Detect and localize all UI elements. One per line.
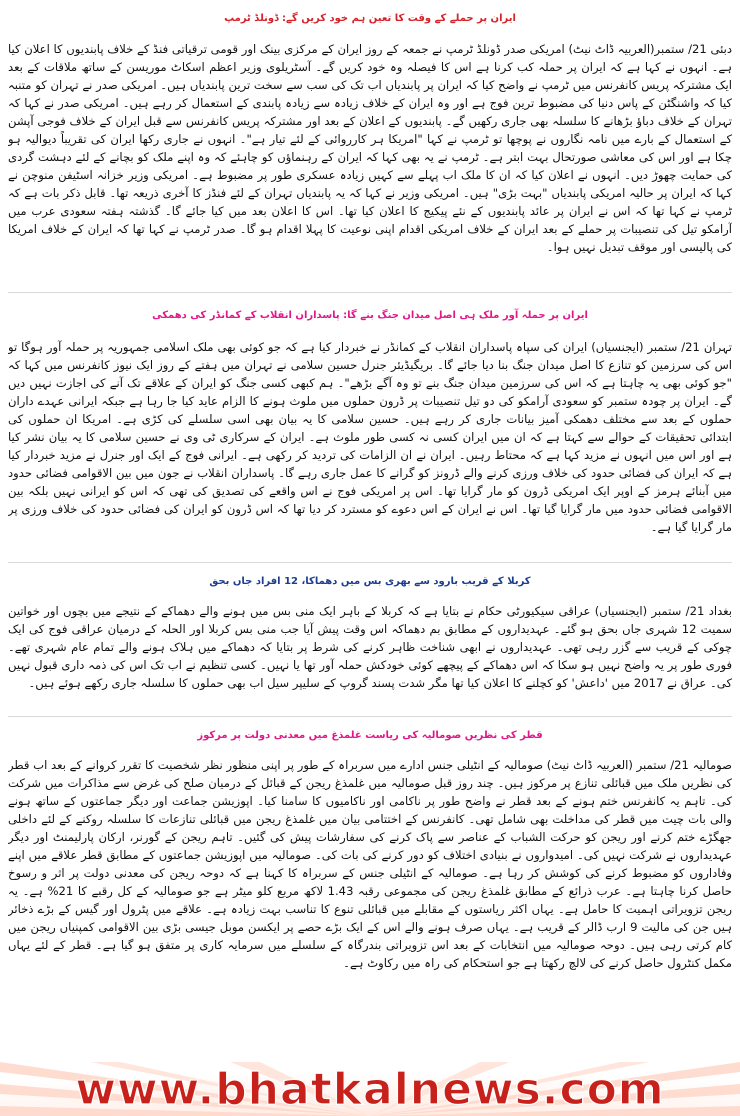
banner-graphic bbox=[0, 1062, 740, 1116]
divider bbox=[8, 562, 732, 563]
article-paragraph: دبئی 21/ ستمبر(العربیہ ڈاٹ نیٹ) امریکی صدر ڈونلڈ ٹرمپ نے جمعہ کے روز ایران کے مرکزی بینک اور قومی ترقیاتی فنڈ کے خلاف پابندیوں کا اعلان کیا ہے۔ انہوں نے کہا ہے کہ ایران پر حملہ کب کرنا ہے اس کا فیصلہ وہ خود کریں گے۔ آسٹریلوی وزیر اعظم اسکاٹ موریسن کے ساتھ ملاقات کے بعد ایک مشترکہ پریس کانفرنس میں ٹرمپ نے واضح کیا کہ ایران پر پابندیاں اب تک کی سب سے سخت ترین پابندیاں ہیں۔ امریکی صدر نے تہران کو متنبہ کیا کہ واشنگٹن کے پاس دنیا کی مضبوط ترین فوج ہے اور وہ ایران کے خلاف زیادہ سے زیادہ پابندی کے استعمال کر رہے ہیں۔ امریکی صدر نے کہا کہ تہران کے خلاف دباؤ بڑھانے کا سلسلہ بھی جاری رکھیں گے۔ پابندیوں کے اعلان کے بعد اور مشترکہ پریس کانفرنس سے قبل ایران کے خلاف فوجی آپشن کے استعمال کے بارے میں نامہ نگاروں نے پوچھا تو ٹرمپ نے کہا "امریکا ہر کارروائی کے لئے تیار ہے"۔ انہوں نے جاری رکھا ایران کی تقریباً دیوالیہ ہو چکا ہے اور اس کی معاشی صورتحال بہت ابتر ہے۔ ٹرمپ نے یہ بھی کہا کہ ایران کے رہنماؤں کو چاہئے کہ وہ اپنے ملک کو بچانے کے لئے دہشت گردی کی حمایت چھوڑ دیں۔ انہوں نے اعلان کیا کہ ان کا ملک اب پہلے سے کہیں زیادہ عسکری طور پر مضبوط ہے۔ امریکی وزیر خزانہ اسٹیفن منوچن نے کہا کہ ایران پر حالیہ امریکی پابندیاں "بہت بڑی" ہیں۔ امریکی وزیر نے کہا کہ یہ پابندیاں تہران کے لئے فنڈز کا آخری ذریعہ تھا۔ قابل ذکر بات ہے کہ ٹرمپ نے کہا تھا کہ اس نے ایران پر عائد پابندیوں کے نئے پیکیج کا اعلان کیا تھا۔ اس کا اعلان بعد میں کیا جائے گا۔ گذشتہ ہفتہ سعودی عرب میں آرامکو تیل کی تنصیبات پر حملے کے بعد ایران کے خلاف امریکی اقدام اپنی نوعیت کا پہلا اقدام ہو گا۔ صدر ٹرمپ نے کہا تھا کہ ایران کے خلاف امریکا کی پالیسی اور موقف تبدیل نہیں ہوا۔ bbox=[8, 42, 732, 254]
headline-qatar-somalia: قطر کی نظریں صومالیہ کی ریاست غلمذغ میں معدنی دولت پر مرکوز bbox=[197, 730, 543, 741]
article-paragraph: تہران 21/ ستمبر (ایجنسیاں) ایران کی سپاہ پاسداران انقلاب کے کمانڈر نے خبردار کیا ہے کہ جو کوئی بھی ملک اسلامی جمہوریہ پر حملہ آور ہوگا تو اس کی سرزمین کو تنازع کا اصل میدان جنگ بنا دیا جائے گا۔ بریگیڈیئر جنرل حسین سلامی نے تہران میں ہفتے کے روز ایک نیوز کانفرنس میں کہا کہ "جو کوئی بھی یہ چاہتا ہے کہ اس کی سرزمین میدان جنگ بنے تو وہ آگے بڑھے"۔ ہم کبھی کسی جنگ کو ایران کے علاقے تک آنے کی اجازت نہیں دیں گے۔ ایران پر چودہ ستمبر کو سعودی آرامکو کی دو تیل تنصیبات پر ڈرون حملوں میں ملوث ہونے کا الزام عاید کیا جا رہا ہے جبکہ ایرانی عہدے داران حملوں کے بعد سے مختلف دھمکی آمیز بیانات جاری کر رہے ہیں۔ حسین سلامی کا یہ بیان بھی اسی سلسلے کی کڑی ہے۔ امریکا ان حملوں کی ابتدائی تحقیقات کے حوالے سے کہتا ہے کہ ان میں ایران کسی نہ کسی طور ملوث ہے۔ ایران کے سرکاری ٹی وی نے حسین سلامی کا یہ بیان نشر کیا ہے اور اس میں انہوں نے مزید کہا ہے کہ محتاط رہیں۔ ایران نے ان الزامات کی تردید کر رکھی ہے۔ ایرانی فوج کے ایک اور جنرل نے مزید خبردار کیا ہے کہ ایران کی فضائی حدود کی خلاف ورزی کرنے والے ڈرونز کو گرانے کا عمل جاری رہے گا۔ پاسداران انقلاب نے جون میں بین الاقوامی فضائی حدود میں آبنائے ہرمز کے اوپر ایک امریکی ڈرون کو مار گرایا تھا۔ اس پر امریکی فوج نے اس واقعے کی تصدیق کی تھی کہ اس کو ایرانی نہیں بلکہ بین الاقوامی فضائی حدود میں مار گرایا گیا تھا۔ اس نے ایران کے اس دعوے کو مسترد کر دیا تھا کہ اس ڈرون کو ایران کی فضائی حدود کی خلاف ورزی پر مار گرایا گیا ہے۔ bbox=[8, 340, 732, 534]
website-banner bbox=[0, 1062, 740, 1116]
headline-trump-iran: ایران پر حملے کے وقت کا تعین ہم خود کریں گے: ڈونلڈ ٹرمپ bbox=[224, 13, 516, 24]
article-qatar-somalia-body bbox=[8, 756, 732, 1062]
article-paragraph: بغداد 21/ ستمبر (ایجنسیاں) عراقی سیکیورٹی حکام نے بتایا ہے کہ کربلا کے باہر ایک منی بس میں ہونے والے دھماکے کے نتیجے میں بچوں اور خواتین سمیت 12 شہری جاں بحق ہو گئے۔ عہدیداروں کے مطابق بم دھماکہ اس وقت پیش آیا جب منی بس کربلا اور الحلہ کے درمیان عراقی فوج کی ایک چوکی کے قریب سے گزر رہی تھی۔ عہدیداروں نے ابھی شناخت ظاہر کرنے کی شرط پر بتایا کہ دھماکے میں ہلاک ہونے والے تمام عام شہری تھے۔ فوری طور پر یہ واضح نہیں ہو سکا کہ اس دھماکے کے پیچھے کوئی خودکش حملہ آور تھا یا نہیں۔ کسی تنظیم نے اب تک اس کی ذمہ داری قبول نہیں کی۔ عراق نے 2017 میں 'داعش' کو کچلنے کا اعلان کیا تھا مگر شدت پسند گروپ کے سلیپر سیل اب بھی حملوں کا سلسلہ جاری رکھے ہوئے ہیں۔ bbox=[8, 604, 732, 690]
article-trump-iran-body bbox=[8, 40, 732, 286]
headline-irgc-warning: ایران پر حملہ آور ملک ہی اصل میدان جنگ بنے گا: پاسداران انقلاب کے کمانڈر کی دھمکی bbox=[152, 310, 588, 321]
website-url: www.bhatkalnews.com bbox=[75, 1064, 665, 1115]
article-irgc-warning-body bbox=[8, 338, 732, 556]
article-karbala-blast-body bbox=[8, 602, 732, 710]
divider bbox=[8, 292, 732, 293]
headline-karbala-blast: کربلا کے قریب بارود سے بھری بس میں دھماکا، 12 افراد جاں بحق bbox=[209, 576, 531, 587]
article-paragraph: صومالیہ 21/ ستمبر (العربیہ ڈاٹ نیٹ) صومالیہ کے انٹیلی جنس ادارے میں سربراہ کے طور پر اپنی منظور نظر شخصیت کا تقرر کروانے کے بعد اب قطر کی نظریں ملک میں قبائلی تنازع پر مرکوز ہیں۔ چند روز قبل صومالیہ میں غلمذغ ریجن کے قبائل کے درمیان صلح کی غرض سے مذاکرات میں شرکت کی۔ تاہم یہ کانفرنس ختم ہونے کے بعد قطر نے واضح طور پر ناکامی اور ناکامیوں کا سامنا کیا۔ اپوزیشن جماعت اور دیگر جماعتوں کے ساتھ ہونے والی بات چیت میں قطر کی مداخلت بھی شامل تھی۔ کانفرنس کے اختتامی بیان میں غلمذغ ریجن میں قبائلی تنازعات کا سلسلہ روکنے کے لئے داخلی جھگڑے ختم کرنے اور ریجن کو حرکت الشباب کے عناصر سے پاک کرنے کی سفارشات پیش کی گئیں۔ تاہم ریجن کے گورنر، ارکان پارلیمنٹ اور دیگر عہدیداروں نے شرکت نہیں کی۔ امیدواروں نے بنیادی اختلاف کو دور کرنے کی بات کی۔ صومالیہ میں اپوزیشن جماعتوں کے مطابق قطر علاقے میں اپنے وفاداروں کو مضبوط کرنے کی کوشش کر رہا ہے۔ صومالیہ کے انٹیلی جنس کے سربراہ کا کہنا ہے کہ دوحہ ریجن کی معدنی دولت پر اثر و رسوخ حاصل کرنا چاہتا ہے۔ عرب ذرائع کے مطابق غلمذغ ریجن کی مجموعی رقبہ 1.43 لاکھ مربع کلو میٹر ہے جو صومالیہ کے کل رقبے کا 21% ہے۔ یہ ریجن تزویراتی اہمیت کا حامل ہے۔ یہاں اکثر ریاستوں کے مقابلے میں قبائلی تنوع کا تناسب بہت زیادہ ہے۔ علاقے میں پٹرول اور گیس کے بڑے ذخائر ہیں جن کی مالیت 9 ارب ڈالر کے قریب ہے۔ یہاں صرف ہونے والے اس کے ایک بڑے حصے پر ایکسن موبل جیسی بڑی بین الاقوامی کمپنیاں ریجن میں کام کرتی رہی ہیں۔ دوحہ صومالیہ میں انتخابات کے بعد اس تزویراتی بندرگاہ کے سلسلے میں سرمایہ کاری پر متفق ہو گیا ہے۔ قطر کے لئے یہاں مکمل کنٹرول حاصل کرنے کی لالچ رکھتا ہے جو استحکام کی راہ میں رکاوٹ ہے۔ bbox=[8, 758, 732, 970]
divider bbox=[8, 716, 732, 717]
